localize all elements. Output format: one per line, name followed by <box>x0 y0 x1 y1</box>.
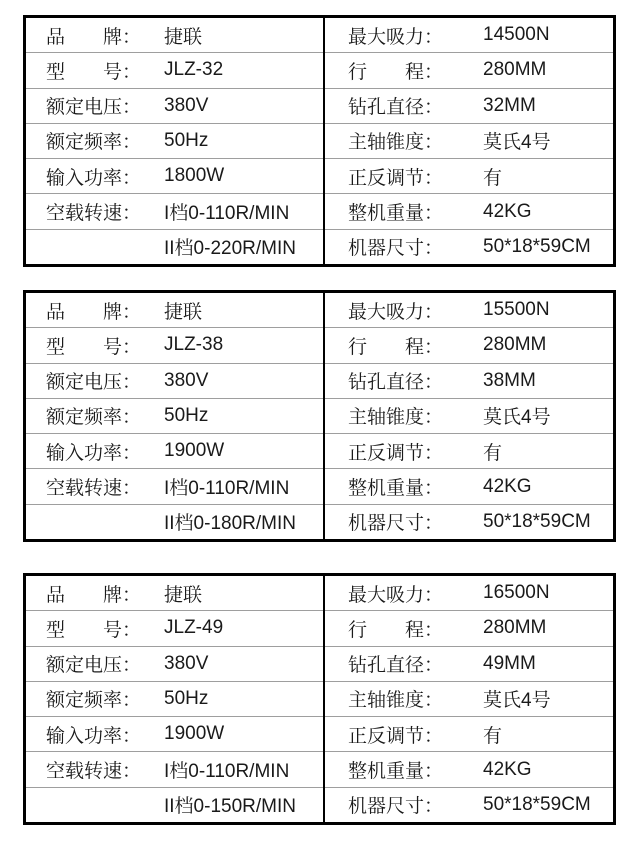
spec-value: 16500N <box>483 582 550 604</box>
spec-row <box>26 18 323 53</box>
spec-row <box>26 647 323 682</box>
spec-value: 15500N <box>483 299 550 321</box>
spec-label: 正反调节： <box>348 167 444 189</box>
spec-row <box>26 752 323 787</box>
spec-label: 主轴锥度： <box>348 132 444 154</box>
spec-row <box>26 505 323 539</box>
spec-value: 莫氏4号 <box>483 690 551 712</box>
spec-row <box>26 611 323 646</box>
spec-label: 整机重量： <box>348 478 444 500</box>
spec-row <box>26 230 323 264</box>
spec-row <box>26 399 323 434</box>
spec-value: 280MM <box>483 59 547 81</box>
spec-label: 型 号： <box>46 619 142 641</box>
spec-row <box>26 293 323 328</box>
spec-value: I档0-110R/MIN <box>164 203 290 225</box>
spec-value: II档0-220R/MIN <box>164 238 296 260</box>
spec-row <box>325 124 613 159</box>
spec-label: 额定电压： <box>46 655 142 677</box>
spec-label: 型 号： <box>46 336 142 358</box>
spec-label: 品 牌： <box>46 584 142 606</box>
spec-label: 机器尺寸： <box>348 796 444 818</box>
spec-label: 钻孔直径： <box>348 655 444 677</box>
spec-row <box>26 364 323 399</box>
spec-value: 1900W <box>164 440 225 462</box>
spec-value: II档0-150R/MIN <box>164 796 296 818</box>
spec-row <box>325 328 613 363</box>
spec-column-left <box>26 18 323 264</box>
spec-label: 正反调节： <box>348 725 444 747</box>
spec-value: 有 <box>483 167 503 189</box>
spec-label: 最大吸力： <box>348 301 444 323</box>
spec-row <box>325 434 613 469</box>
spec-column-right <box>323 18 613 264</box>
spec-label: 主轴锥度： <box>348 407 444 429</box>
spec-row <box>325 399 613 434</box>
spec-value: 1900W <box>164 723 225 745</box>
spec-value: 380V <box>164 652 209 674</box>
spec-label: 空载转速： <box>46 203 142 225</box>
spec-value: 42KG <box>483 475 532 497</box>
spec-label: 主轴锥度： <box>348 690 444 712</box>
spec-row <box>26 89 323 124</box>
spec-row <box>26 788 323 822</box>
spec-value: 50*18*59CM <box>483 510 591 532</box>
spec-label: 品 牌： <box>46 26 142 48</box>
spec-value: 32MM <box>483 94 536 116</box>
spec-row <box>325 293 613 328</box>
spec-row <box>26 194 323 229</box>
spec-row <box>26 717 323 752</box>
spec-value: 1800W <box>164 165 225 187</box>
spec-value: JLZ-38 <box>164 334 224 356</box>
spec-label: 输入功率： <box>46 167 142 189</box>
spec-value: 50*18*59CM <box>483 235 591 257</box>
spec-label: 空载转速： <box>46 478 142 500</box>
spec-row <box>26 469 323 504</box>
spec-label: 输入功率： <box>46 725 142 747</box>
spec-value: 42KG <box>483 758 532 780</box>
spec-value: 有 <box>483 442 503 464</box>
spec-value: 280MM <box>483 334 547 356</box>
spec-label: 最大吸力： <box>348 584 444 606</box>
spec-column-right <box>323 576 613 822</box>
spec-row <box>325 18 613 53</box>
spec-column-left <box>26 576 323 822</box>
spec-row <box>325 576 613 611</box>
spec-value: 捷联 <box>164 301 203 323</box>
spec-label: 整机重量： <box>348 761 444 783</box>
spec-value: 38MM <box>483 369 536 391</box>
spec-label: 额定频率： <box>46 407 142 429</box>
spec-row <box>325 159 613 194</box>
spec-row <box>325 89 613 124</box>
spec-table-jlz-49 <box>23 573 616 825</box>
spec-value: 42KG <box>483 200 532 222</box>
spec-label: 最大吸力： <box>348 26 444 48</box>
spec-label: 钻孔直径： <box>348 372 444 394</box>
spec-column-right <box>323 293 613 539</box>
spec-label: 额定电压： <box>46 97 142 119</box>
spec-row <box>26 328 323 363</box>
spec-value: I档0-110R/MIN <box>164 761 290 783</box>
spec-value: 50Hz <box>164 404 209 426</box>
spec-value: 280MM <box>483 617 547 639</box>
spec-value: 有 <box>483 725 503 747</box>
spec-column-left <box>26 293 323 539</box>
spec-label: 额定频率： <box>46 690 142 712</box>
spec-row <box>26 159 323 194</box>
spec-row <box>325 194 613 229</box>
spec-label: 输入功率： <box>46 442 142 464</box>
spec-label: 空载转速： <box>46 761 142 783</box>
spec-value: JLZ-49 <box>164 617 224 639</box>
spec-label: 整机重量： <box>348 203 444 225</box>
spec-value: 380V <box>164 94 209 116</box>
spec-row <box>325 230 613 264</box>
spec-row <box>325 752 613 787</box>
spec-row <box>325 647 613 682</box>
spec-value: 莫氏4号 <box>483 132 551 154</box>
spec-value: 49MM <box>483 652 536 674</box>
spec-value: 捷联 <box>164 584 203 606</box>
spec-row <box>325 611 613 646</box>
spec-row <box>26 576 323 611</box>
spec-value: 14500N <box>483 24 550 46</box>
spec-table-jlz-32 <box>23 15 616 267</box>
spec-label: 型 号： <box>46 61 142 83</box>
spec-label: 行 程： <box>348 619 444 641</box>
spec-table-jlz-38 <box>23 290 616 542</box>
spec-value: 380V <box>164 369 209 391</box>
spec-row <box>325 469 613 504</box>
spec-value: 50*18*59CM <box>483 793 591 815</box>
spec-row <box>325 788 613 822</box>
spec-label: 机器尺寸： <box>348 238 444 260</box>
spec-row <box>325 53 613 88</box>
spec-label: 额定电压： <box>46 372 142 394</box>
spec-row <box>26 53 323 88</box>
spec-value: II档0-180R/MIN <box>164 513 296 535</box>
spec-row <box>325 364 613 399</box>
spec-label: 额定频率： <box>46 132 142 154</box>
spec-row <box>26 434 323 469</box>
spec-value: I档0-110R/MIN <box>164 478 290 500</box>
spec-row <box>325 717 613 752</box>
spec-row <box>325 682 613 717</box>
spec-label: 行 程： <box>348 336 444 358</box>
spec-label: 钻孔直径： <box>348 97 444 119</box>
spec-value: 莫氏4号 <box>483 407 551 429</box>
spec-label: 品 牌： <box>46 301 142 323</box>
spec-value: 捷联 <box>164 26 203 48</box>
spec-row <box>26 682 323 717</box>
spec-label: 正反调节： <box>348 442 444 464</box>
spec-value: JLZ-32 <box>164 59 224 81</box>
spec-value: 50Hz <box>164 687 209 709</box>
spec-row <box>325 505 613 539</box>
spec-label: 行 程： <box>348 61 444 83</box>
spec-value: 50Hz <box>164 129 209 151</box>
spec-row <box>26 124 323 159</box>
spec-label: 机器尺寸： <box>348 513 444 535</box>
